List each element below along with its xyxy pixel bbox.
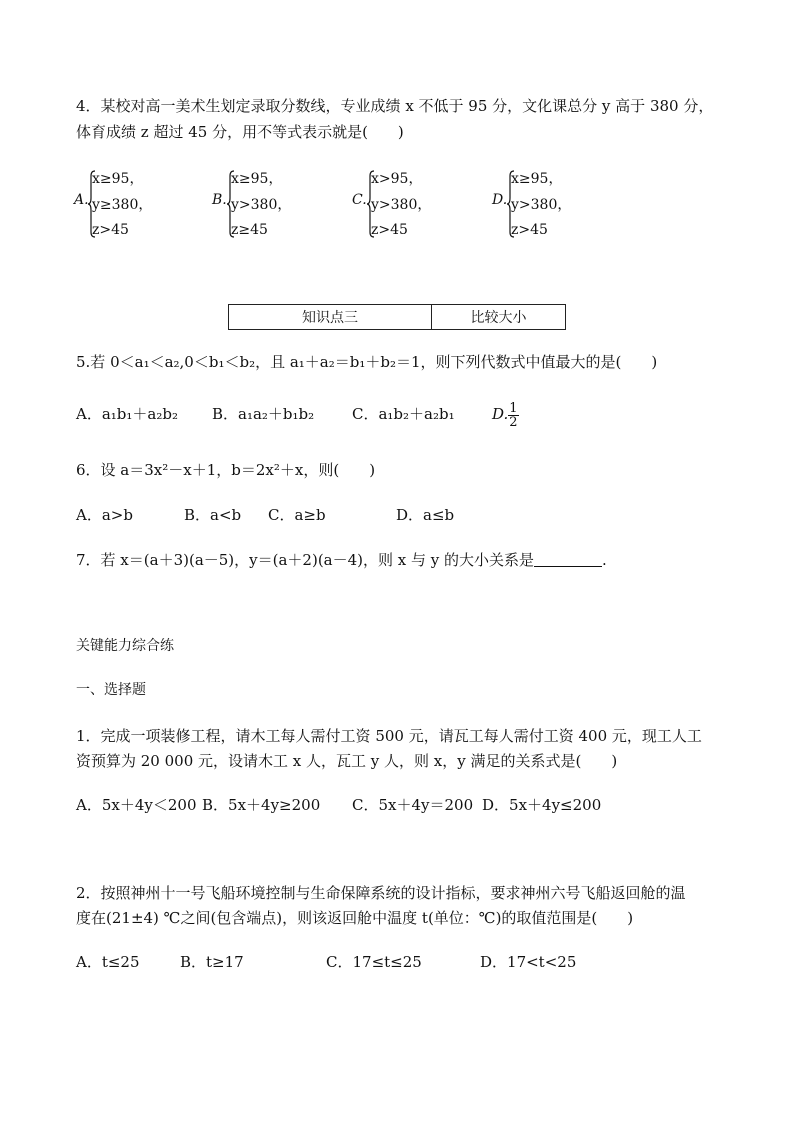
practice-q2-option-d[interactable]: D．17<t<25	[480, 953, 577, 971]
q7-text: 7．若 x＝(a＋3)(a－5)，y＝(a＋2)(a－4)，则 x 与 y 的大小关系是	[76, 551, 535, 569]
q7-stem	[76, 550, 607, 570]
option-label: D.	[492, 405, 509, 423]
q6-option-b[interactable]: B．a<b	[184, 506, 242, 524]
practice-q1-line2: 资预算为 20 000 元，设请木工 x 人，瓦工 y 人，则 x，y 满足的关系式是( )	[76, 752, 618, 770]
fraction-denominator: 2	[509, 414, 518, 430]
knowledge-point-table	[228, 304, 566, 330]
subsection-title: 一、选择题	[76, 682, 146, 698]
condition-line: y>380，	[511, 197, 572, 213]
option-label: A.	[74, 192, 89, 208]
condition-line: y>380，	[371, 197, 432, 213]
practice-q2-option-c[interactable]: C．17≤t≤25	[326, 953, 422, 971]
q4-option-a[interactable]	[74, 170, 194, 248]
q4-stem-line1: 4．某校对高一美术生划定录取分数线，专业成绩 x 不低于 95 分，文化课总分 y 高于 380 分，	[76, 97, 714, 115]
option-label: D.	[492, 192, 508, 208]
condition-line: z>45	[371, 222, 408, 238]
condition-line: x≥95，	[511, 171, 563, 187]
fraction	[508, 402, 518, 429]
q5-option-d[interactable]	[492, 397, 519, 431]
q4-option-d[interactable]	[492, 170, 612, 248]
q6-option-d[interactable]: D．a≤b	[396, 506, 455, 524]
q5-stem: 5.若 0＜a₁＜a₂,0＜b₁＜b₂，且 a₁＋a₂＝b₁＋b₂＝1，则下列代数式中值最大的是( )	[76, 353, 658, 371]
condition-line: x>95，	[371, 171, 423, 187]
knowledge-point-label: 知识点三	[229, 305, 432, 330]
q7-period: .	[602, 551, 607, 569]
practice-q1-option-b[interactable]: B．5x＋4y≥200	[202, 796, 321, 814]
q5-option-a[interactable]: A．a₁b₁＋a₂b₂	[76, 405, 178, 423]
option-label: C.	[352, 192, 367, 208]
q4-option-c[interactable]	[352, 170, 472, 248]
practice-q1-option-d[interactable]: D．5x＋4y≤200	[482, 796, 602, 814]
condition-line: z>45	[92, 222, 129, 238]
section-title: 关键能力综合练	[76, 638, 174, 654]
condition-line: z>45	[511, 222, 548, 238]
q5-option-b[interactable]: B．a₁a₂＋b₁b₂	[212, 405, 315, 423]
condition-line: x≥95，	[92, 171, 144, 187]
answer-blank[interactable]	[534, 552, 602, 567]
practice-q2-option-b[interactable]: B．t≥17	[180, 953, 244, 971]
practice-q1-option-a[interactable]: A．5x＋4y＜200	[76, 796, 197, 814]
q5-option-c[interactable]: C．a₁b₂＋a₂b₁	[352, 405, 455, 423]
option-label: B.	[212, 192, 227, 208]
condition-line: y≥380，	[92, 197, 153, 213]
q6-option-a[interactable]: A．a>b	[76, 506, 133, 524]
practice-q2-line1: 2．按照神州十一号飞船环境控制与生命保障系统的设计指标，要求神州六号飞船返回舱的温	[76, 884, 686, 902]
q4-stem-line2: 体育成绩 z 超过 45 分，用不等式表示就是( )	[76, 123, 404, 141]
condition-line: y>380，	[231, 197, 292, 213]
practice-q1-line1: 1．完成一项装修工程，请木工每人需付工资 500 元，请瓦工每人需付工资 400 元，现工人工	[76, 727, 702, 745]
condition-line: x≥95，	[231, 171, 283, 187]
q4-option-b[interactable]	[212, 170, 332, 248]
q6-option-c[interactable]: C．a≥b	[268, 506, 326, 524]
condition-line: z≥45	[231, 222, 268, 238]
fraction-numerator: 1	[509, 400, 518, 416]
practice-q1-option-c[interactable]: C．5x＋4y＝200	[352, 796, 474, 814]
knowledge-point-topic: 比较大小	[432, 305, 566, 330]
q6-stem: 6．设 a＝3x²－x＋1，b＝2x²＋x，则( )	[76, 461, 376, 479]
practice-q2-line2: 度在(21±4) ℃之间(包含端点)，则该返回舱中温度 t(单位：℃)的取值范围是( )	[76, 909, 634, 927]
practice-q2-option-a[interactable]: A．t≤25	[76, 953, 140, 971]
